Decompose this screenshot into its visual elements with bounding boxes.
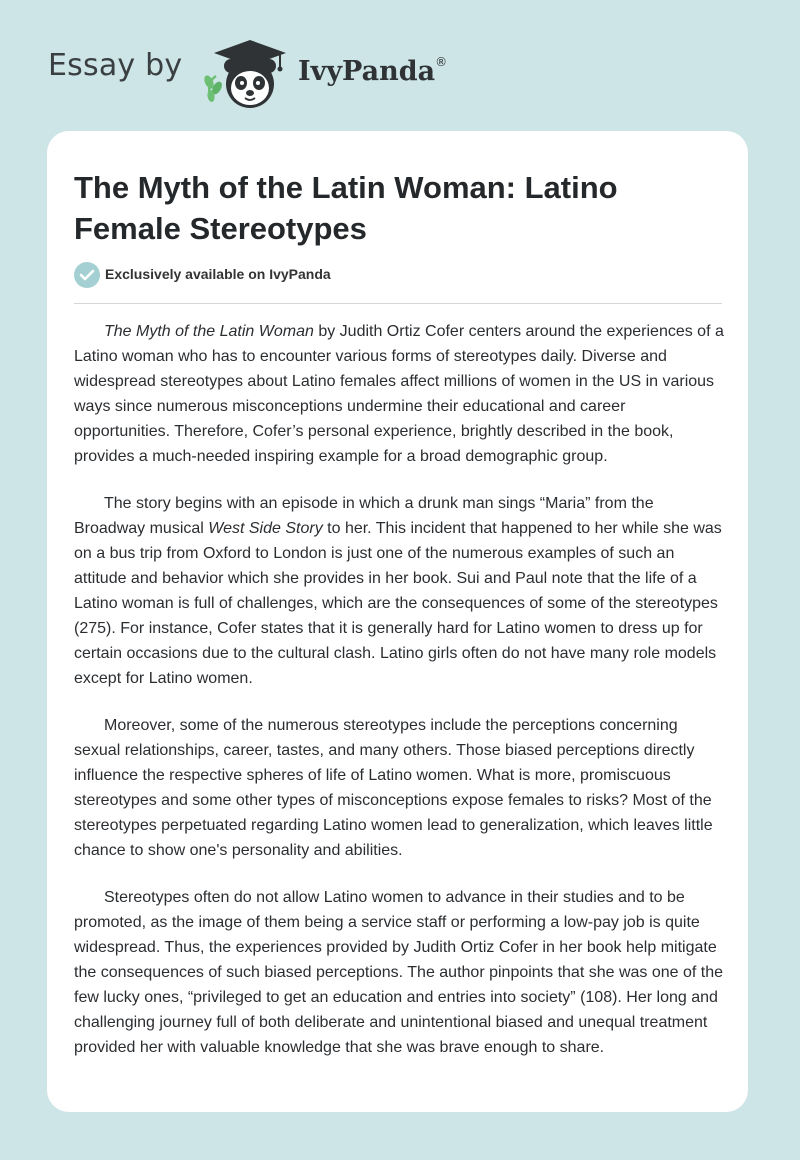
panda-graduate-icon[interactable] [200,36,296,112]
checkmark-icon [74,262,100,288]
essay-by-label: Essay by [48,48,183,83]
paragraph: The story begins with an episode in which a drunk man sings “Maria” from the Broadway musical West Side Story to her. This incident that happened to her while she was on a bus trip from Oxford to London is just one of the numerous examples of such an attitude and behavior which she provides in her book. Sui and Paul note that the life of a Latino woman is full of challenges, which are the consequences of some of the stereotypes (275). For instance, Cofer states that it is generally hard for Latino women to dress up for certain occasions due to the cultural clash. Latino girls often do not have many role models except for Latino women. [74,495,722,687]
registered-mark: ® [435,55,448,69]
essay-card [47,131,748,1112]
page-title: The Myth of the Latin Woman: Latino Female Stereotypes [74,170,618,246]
musical-title: West Side Story [208,520,323,537]
essay-body [74,319,724,1082]
paragraph: The Myth of the Latin Woman by Judith Ortiz Cofer centers around the experiences of a Latino woman who has to encounter various forms of stereotypes daily. Diverse and widespread stereotypes about Latino females affect millions of women in the US in various ways since numerous misconceptions undermine their educational and career opportunities. Therefore, Cofer’s personal experience, brightly described in the book, provides a much-needed inspiring example for a broad demographic group. [74,323,724,465]
divider [74,303,722,304]
brand-name[interactable]: IvyPanda® [298,55,448,87]
site-header [48,36,548,112]
exclusive-badge [74,261,474,289]
paragraph: Moreover, some of the numerous stereotypes include the perceptions concerning sexual relationships, career, tastes, and many others. Those biased perceptions directly influence the respective spheres of life of Latino women. What is more, promiscuous stereotypes and some other types of misconceptions expose females to risks? Most of the stereotypes perpetuated regarding Latino women lead to generalization, which leaves little chance to show one's personality and abilities. [74,717,713,859]
exclusive-badge-label: Exclusively available on IvyPanda [105,266,331,282]
paragraph: Stereotypes often do not allow Latino women to advance in their studies and to be promoted, as the image of them being a service staff or performing a low-pay job is quite widespread. Thus, the experiences provided by Judith Ortiz Cofer in her book help mitigate the consequences of such biased perceptions. The author pinpoints that she was one of the few lucky ones, “privileged to get an education and entries into society” (108). Her long and challenging journey full of both deliberate and unintentional biased and unequal treatment provided her with valuable knowledge that she was brave enough to share. [74,889,724,1056]
book-title: The Myth of the Latin Woman [104,323,314,340]
